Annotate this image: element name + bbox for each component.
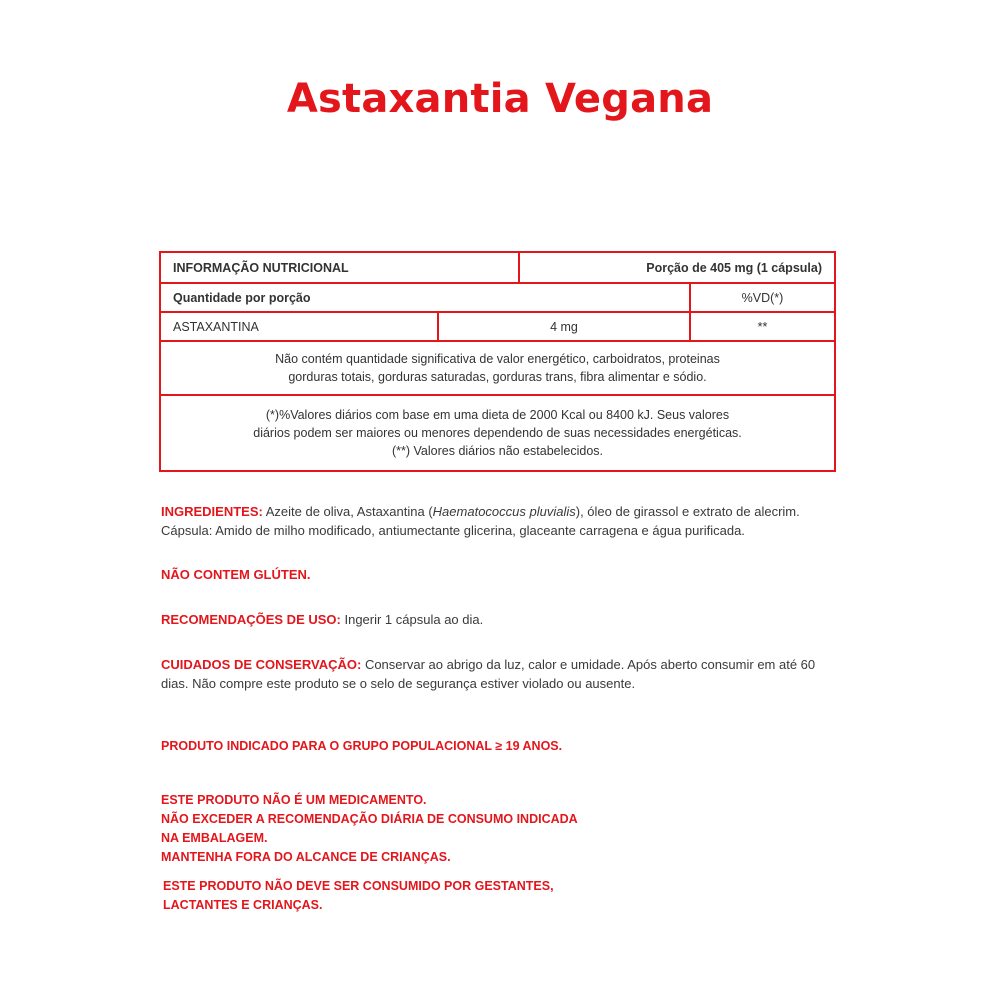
warning-not-exceed: NÃO EXCEDER A RECOMENDAÇÃO DIÁRIA DE CONSUMO INDICADA — [161, 812, 578, 826]
ingredients-text-cont: ), óleo de girassol e extrato de alecrim. Cápsula: Amido de milho modificado, antiumectante glicerina, glaceante carragena e água purificada. — [161, 504, 800, 538]
warning-not-medicine: ESTE PRODUTO NÃO É UM MEDICAMENTO. — [161, 793, 427, 807]
ingredients-section — [161, 503, 841, 540]
nutrition-note-line: Não contém quantidade significativa de valor energético, carboidratos, proteinas — [275, 352, 720, 366]
nutrition-note-line: gorduras totais, gorduras saturadas, gorduras trans, fibra alimentar e sódio. — [288, 370, 707, 384]
ingredients-label: INGREDIENTES: — [161, 504, 263, 519]
nutrition-note-row — [160, 341, 835, 395]
nutrient-name: ASTAXANTINA — [160, 312, 438, 341]
warnings-block — [161, 791, 578, 867]
ingredients-species: Haematococcus pluvialis — [432, 504, 576, 519]
product-title: Astaxantia Vegana — [286, 76, 714, 122]
footnote-line: (*)%Valores diários com base em uma dieta de 2000 Kcal ou 8400 kJ. Seus valores — [265, 408, 730, 422]
nutrition-header-row — [160, 252, 835, 283]
nutrient-vd: ** — [690, 312, 835, 341]
footnote-line: (**) Valores diários não estabelecidos. — [392, 444, 603, 458]
nutrition-footnote-row — [160, 395, 835, 471]
nutrition-footnote — [160, 395, 835, 471]
nutrition-note — [160, 341, 835, 395]
storage-section — [161, 656, 841, 693]
gluten-statement: NÃO CONTEM GLÚTEN. — [161, 567, 311, 582]
footnote-line: diários podem ser maiores ou menores dependendo de suas necessidades energéticas. — [253, 426, 742, 440]
ingredients-text: Azeite de oliva, Astaxantina ( — [262, 504, 433, 519]
qty-per-serving-label: Quantidade por porção — [160, 283, 690, 312]
nutrient-amount: 4 mg — [438, 312, 690, 341]
storage-label: CUIDADOS DE CONSERVAÇÃO: — [161, 657, 362, 672]
vd-label: %VD(*) — [690, 283, 835, 312]
pregnancy-warning-line: ESTE PRODUTO NÃO DEVE SER CONSUMIDO POR GESTANTES, — [163, 879, 554, 893]
serving-size: Porção de 405 mg (1 cápsula) — [519, 252, 835, 283]
usage-label: RECOMENDAÇÕES DE USO: — [161, 612, 341, 627]
warning-not-exceed-cont: NA EMBALAGEM. — [161, 831, 268, 845]
nutrition-qty-row — [160, 283, 835, 312]
nutrition-table — [159, 251, 836, 472]
usage-text: Ingerir 1 cápsula ao dia. — [340, 612, 484, 627]
nutrition-header-label: INFORMAÇÃO NUTRICIONAL — [160, 252, 519, 283]
storage-text: Conservar ao abrigo da luz, calor e umidade. Após aberto consumir em até 60 dias. Não compre este produto se o selo de segurança estiver violado ou ausente. — [161, 657, 816, 691]
pregnancy-warning-line: LACTANTES E CRIANÇAS. — [163, 898, 323, 912]
usage-section — [161, 611, 841, 630]
population-statement: PRODUTO INDICADO PARA O GRUPO POPULACIONAL ≥ 19 ANOS. — [161, 739, 563, 753]
pregnancy-warning — [163, 877, 554, 915]
warning-keep-away: MANTENHA FORA DO ALCANCE DE CRIANÇAS. — [161, 850, 451, 864]
table-row — [160, 312, 835, 341]
